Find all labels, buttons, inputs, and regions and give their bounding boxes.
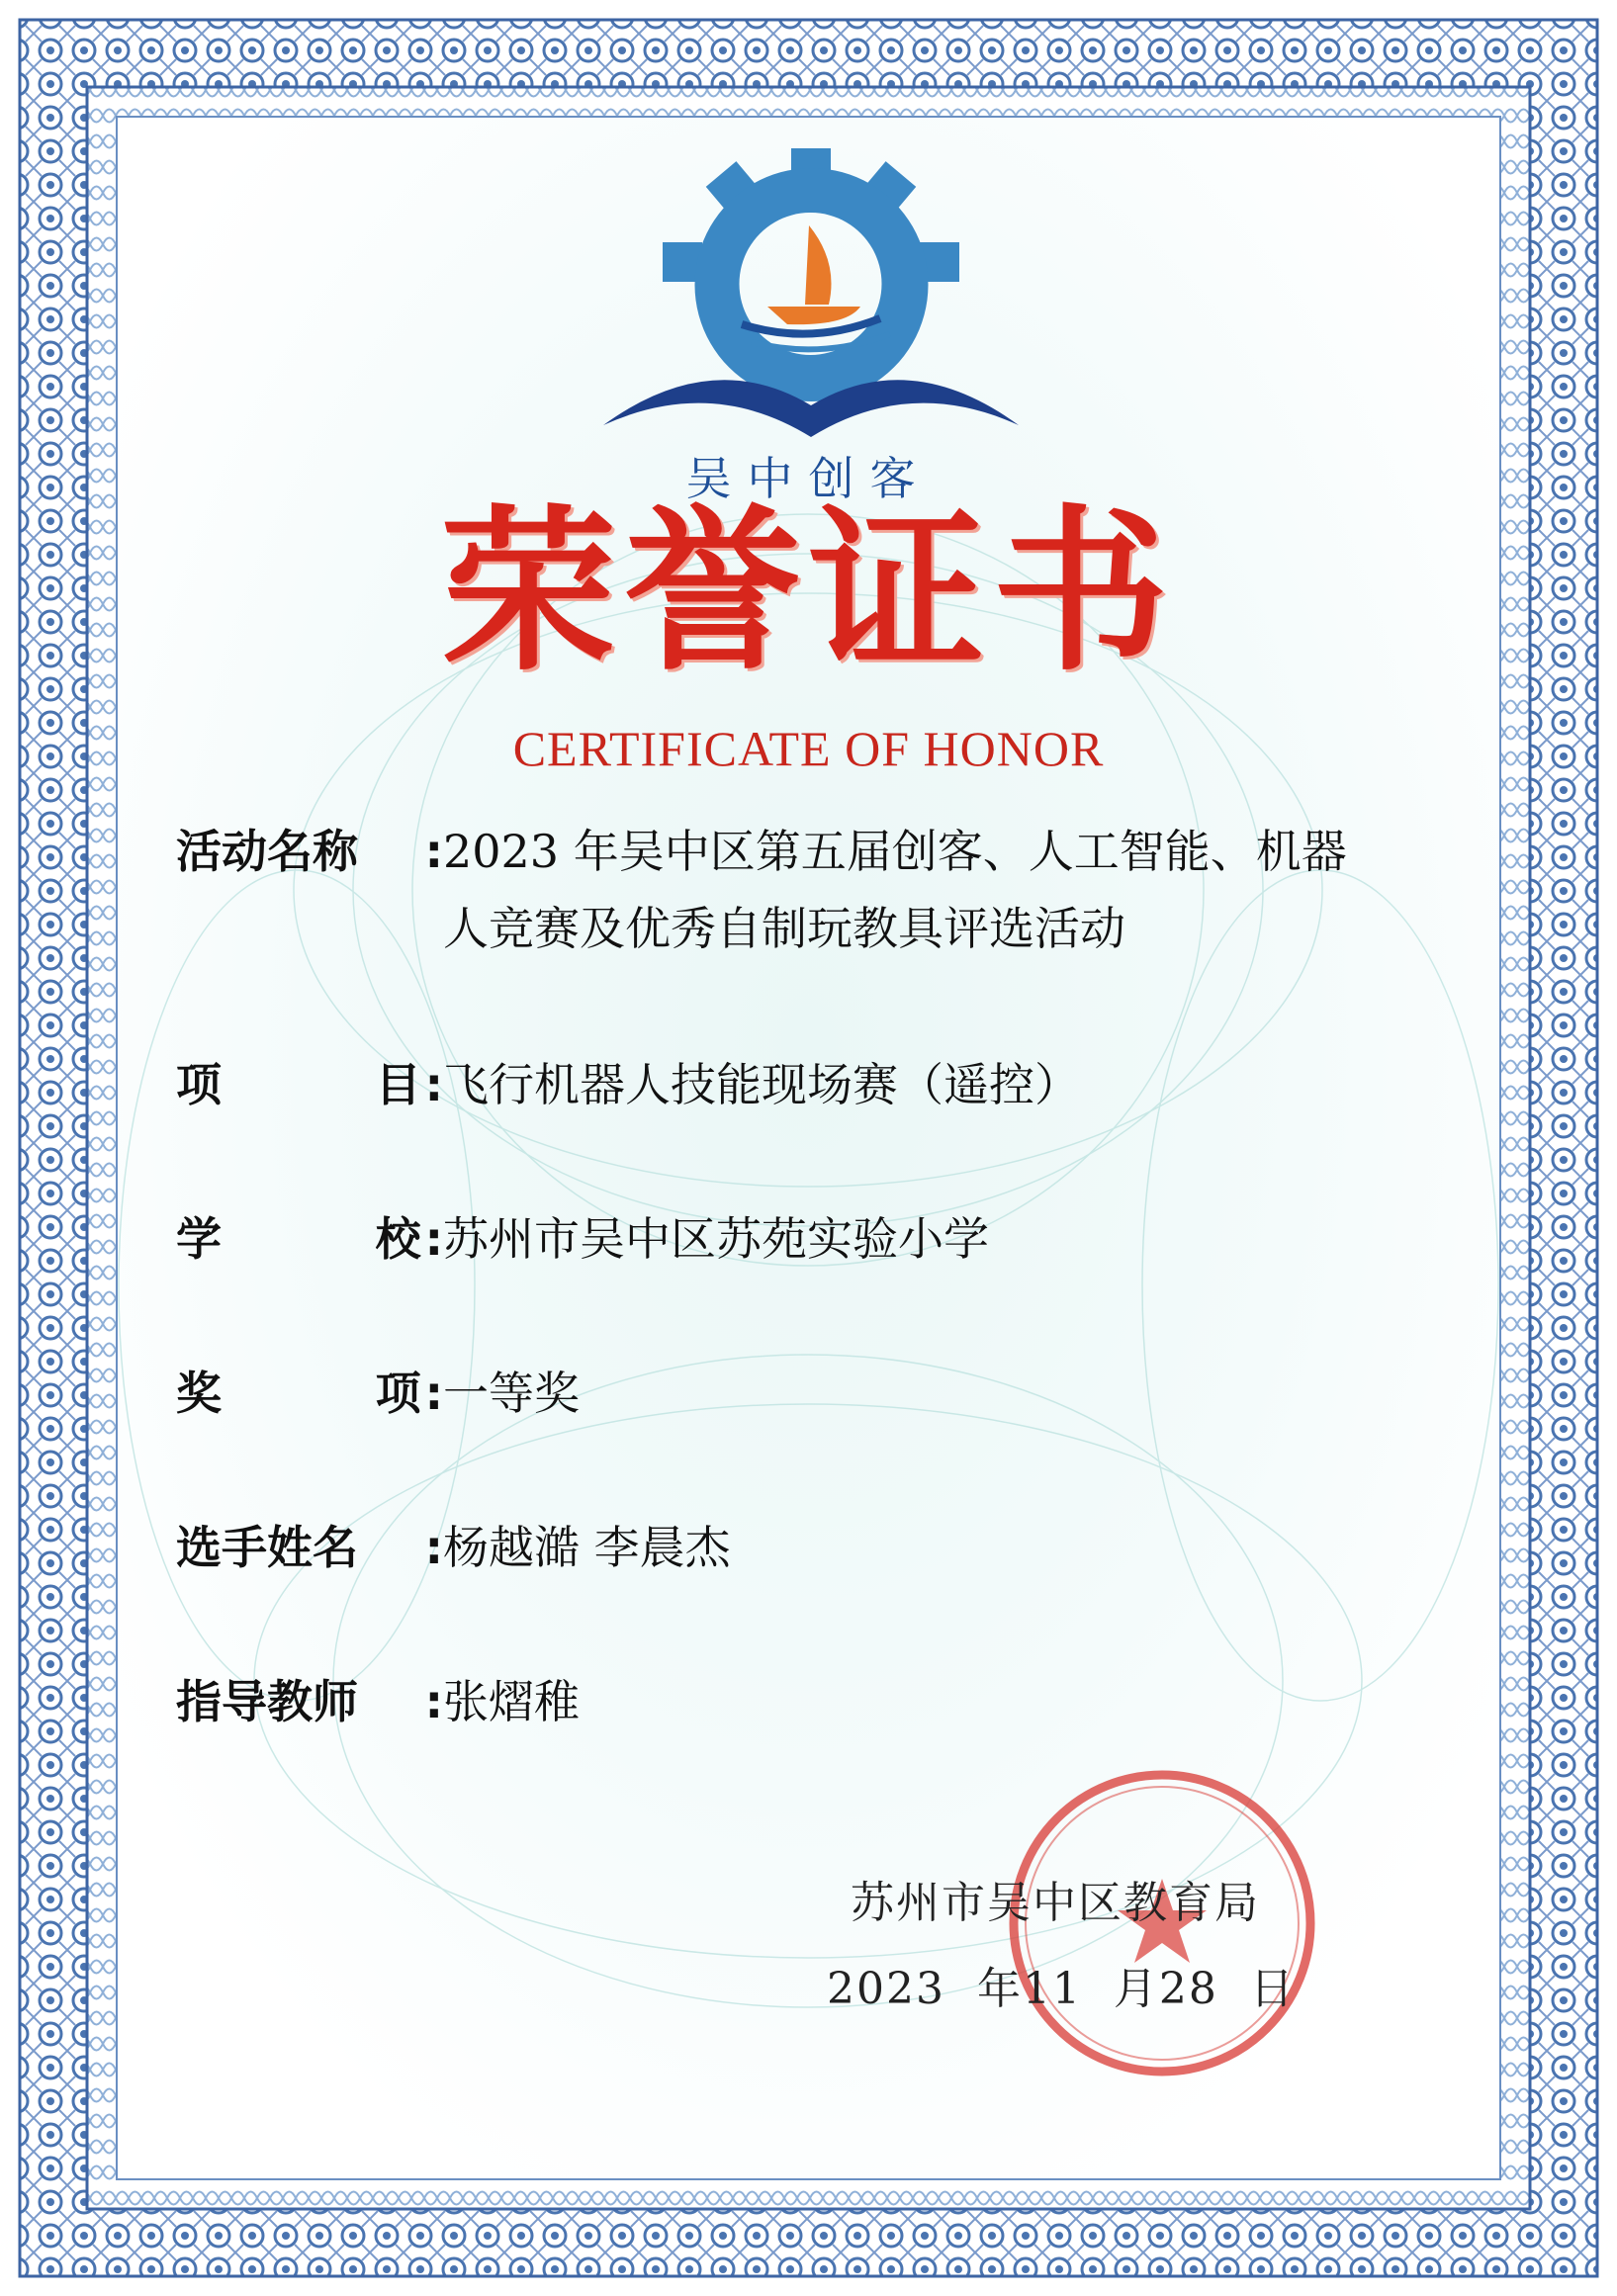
field-project — [176, 1046, 1462, 1123]
label-text: 学 — [176, 1212, 222, 1266]
field-label: 选手姓名 : — [176, 1509, 443, 1586]
field-label — [176, 1355, 443, 1432]
field-label: 指导教师 : — [176, 1663, 443, 1740]
field-instructor — [176, 1663, 1462, 1740]
field-label — [176, 1046, 443, 1123]
field-value: 一等奖 — [443, 1367, 580, 1420]
label-text: 项 — [176, 1058, 222, 1111]
label-text: 指导教师 — [176, 1675, 358, 1728]
field-contestants — [176, 1509, 1462, 1586]
field-activity — [176, 813, 1462, 967]
field-award — [176, 1355, 1462, 1432]
field-label — [176, 1200, 443, 1278]
label-text: 目: — [375, 1058, 443, 1111]
field-value: 苏州市吴中区苏苑实验小学 — [443, 1212, 989, 1266]
issue-date: 2023 年11 月28 日 — [827, 1964, 1296, 2014]
certificate-title: 荣誉证书 — [440, 489, 1177, 694]
field-school — [176, 1200, 1462, 1278]
value-line-2: 人竞赛及优秀自制玩教具评选活动 — [443, 902, 1125, 955]
field-value: 杨越澔 李晨杰 — [443, 1521, 731, 1574]
field-label: 活动名称 : — [176, 813, 443, 890]
label-text: 选手姓名 — [176, 1521, 358, 1574]
label-text: 奖 — [176, 1367, 222, 1420]
issuer-name: 苏州市吴中区教育局 — [851, 1878, 1260, 1928]
value-line-1: 2023 年吴中区第五届创客、人工智能、机器 — [443, 825, 1347, 878]
label-text: 项: — [375, 1367, 443, 1420]
label-text: 校: — [375, 1212, 443, 1266]
label-text: 活动名称 — [176, 825, 358, 878]
field-value: 飞行机器人技能现场赛（遥控） — [443, 1058, 1080, 1111]
certificate-subtitle: CERTIFICATE OF HONOR — [512, 721, 1105, 776]
field-value — [443, 813, 1462, 967]
field-value: 张熠稚 — [443, 1675, 580, 1728]
brand-name: 吴中创客 — [685, 452, 932, 505]
gear-book-logo — [593, 148, 1029, 445]
